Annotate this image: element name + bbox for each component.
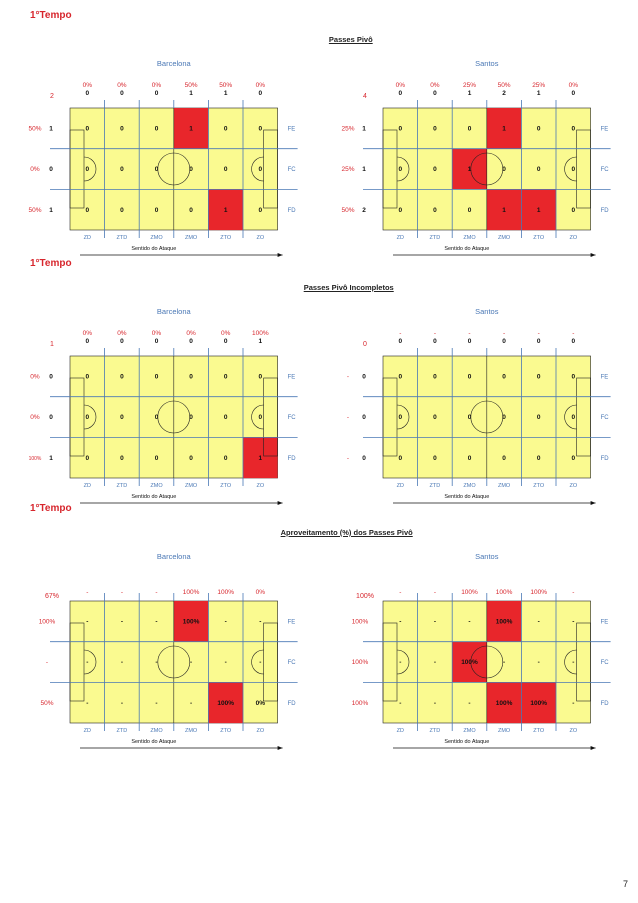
cell-value: 0	[467, 125, 472, 133]
column-value: 0	[223, 338, 228, 345]
cell-value: 0	[189, 454, 193, 462]
row-value: 0	[49, 373, 53, 381]
arrow-head	[278, 253, 283, 257]
column-percent: -	[86, 589, 89, 596]
column-percent: -	[572, 589, 575, 596]
cell-value: 0	[85, 206, 90, 214]
cell-value: 0	[502, 373, 506, 381]
panel-total: 0	[363, 341, 367, 348]
column-percent: 0%	[151, 330, 162, 337]
cell-value: -	[503, 659, 506, 667]
cell-value: 0	[258, 166, 263, 174]
team-name: Barcelona	[156, 552, 191, 561]
cell-value: 0	[571, 454, 576, 462]
column-percent: 0%	[82, 82, 93, 89]
cell-value: -	[224, 618, 227, 626]
cell-value: 0	[398, 373, 403, 381]
cell-value: 0	[571, 166, 576, 174]
cell-value: 0	[258, 373, 263, 381]
row-label: FD	[600, 455, 609, 462]
column-label: ZD	[83, 235, 91, 241]
pitch-svg	[338, 546, 628, 746]
cell-value: -	[537, 618, 540, 626]
column-percent: 100%	[251, 330, 269, 337]
column-percent: -	[503, 330, 506, 337]
column-value: 0	[85, 338, 90, 345]
row-percent: 100%	[28, 455, 42, 462]
cell-value: 100%	[495, 699, 513, 707]
cell-value: -	[86, 618, 89, 626]
cell-value: 1	[223, 206, 228, 214]
column-label: ZO	[256, 483, 265, 489]
column-percent: 0%	[186, 330, 196, 337]
cell-value: 0	[433, 206, 437, 214]
column-percent: 100%	[461, 589, 478, 596]
column-percent: 0%	[568, 82, 579, 89]
row-value: 1	[362, 125, 366, 133]
row-percent: 0%	[30, 414, 40, 422]
cell-value: -	[468, 618, 471, 626]
column-label: ZMO	[150, 728, 163, 734]
row-label: FE	[600, 374, 609, 381]
row-label: FE	[600, 126, 609, 133]
pitch-svg	[25, 53, 315, 253]
cell-value: 100%	[217, 699, 235, 707]
cell-value: 0	[433, 125, 437, 133]
column-label: ZO	[256, 235, 265, 241]
cell-value: 0	[189, 414, 193, 422]
team-name: Barcelona	[156, 307, 191, 316]
column-percent: -	[155, 589, 158, 596]
cell-value: -	[468, 699, 471, 707]
panel-total: 67%	[44, 593, 60, 600]
cell-value: 0	[85, 125, 90, 133]
cell-value: -	[433, 618, 436, 626]
cell-value: 100%	[495, 618, 513, 626]
cell-value: 0	[398, 454, 403, 462]
row-percent: 25%	[341, 125, 355, 133]
cell-value: 0	[571, 206, 576, 214]
column-percent: 0%	[151, 82, 162, 89]
column-label: ZTD	[116, 483, 128, 489]
cell-value: 0	[536, 125, 541, 133]
cell-value: 0	[502, 454, 506, 462]
column-value: 0	[189, 338, 193, 345]
column-label: ZMO	[463, 483, 476, 489]
cell-value: -	[572, 659, 575, 667]
arrow-head	[591, 253, 596, 257]
cell-value: 0	[433, 373, 437, 381]
column-percent: 0%	[430, 82, 440, 89]
column-value: 0	[467, 338, 472, 345]
column-label: ZTO	[220, 728, 232, 734]
page-number: 7	[622, 879, 628, 889]
column-value: 1	[189, 90, 193, 97]
column-label: ZO	[569, 728, 578, 734]
row-label: FC	[287, 660, 296, 667]
column-percent: 25%	[532, 82, 546, 89]
cell-value: 0	[398, 125, 403, 133]
cell-value: 100%	[530, 699, 548, 707]
column-label: ZMO	[497, 728, 511, 734]
cell-value: 0	[536, 414, 541, 422]
cell-value: -	[86, 699, 89, 707]
row-percent: 100%	[351, 618, 369, 626]
cell-value: 0	[502, 166, 506, 174]
cell-value: 0	[467, 373, 472, 381]
column-value: 0	[433, 338, 437, 345]
row-percent: -	[45, 659, 49, 667]
cell-value: 0	[502, 414, 506, 422]
cell-value: 100%	[461, 659, 478, 667]
panel-total: 1	[50, 341, 54, 348]
row-percent: 100%	[38, 618, 56, 626]
section-subtitle: Aproveitamento (%) dos Passes Pivô	[280, 528, 413, 537]
column-label: ZTD	[429, 235, 441, 241]
column-label: ZO	[569, 235, 578, 241]
cell-value: 0%	[255, 699, 266, 707]
row-value: 1	[49, 454, 53, 462]
cell-value: -	[86, 659, 89, 667]
row-label: FD	[600, 207, 609, 214]
column-percent: 0%	[255, 589, 266, 596]
cell-value: 0	[258, 125, 263, 133]
cell-value: 0	[154, 206, 159, 214]
cell-value: 1	[258, 454, 263, 462]
cell-value: 0	[85, 414, 90, 422]
column-value: 0	[258, 90, 263, 97]
column-percent: -	[572, 330, 575, 337]
column-label: ZMO	[497, 483, 511, 489]
row-label: FC	[600, 415, 609, 422]
cell-value: -	[120, 659, 123, 667]
row-label: FC	[600, 167, 609, 174]
column-percent: 0%	[395, 82, 406, 89]
attack-direction-label: Sentido do Ataque	[131, 246, 177, 252]
cell-value: -	[399, 659, 402, 667]
column-label: ZTO	[533, 728, 545, 734]
cell-value: 0	[85, 454, 90, 462]
column-value: 0	[571, 338, 576, 345]
team-name: Santos	[475, 307, 499, 316]
cell-value: -	[572, 618, 575, 626]
row-label: FE	[287, 374, 296, 381]
column-label: ZTO	[533, 235, 545, 241]
cell-value: 0	[467, 454, 472, 462]
column-value: 0	[120, 338, 124, 345]
cell-value: 0	[258, 414, 263, 422]
panel-total: 2	[50, 93, 54, 100]
row-percent: 50%	[28, 125, 42, 133]
team-name: Santos	[475, 552, 499, 561]
row-percent: 50%	[28, 206, 42, 214]
cell-value: 0	[154, 125, 159, 133]
cell-value: 0	[189, 373, 193, 381]
column-label: ZMO	[184, 235, 198, 241]
cell-value: -	[155, 618, 158, 626]
column-label: ZD	[83, 728, 91, 734]
row-value: 1	[362, 166, 366, 174]
column-percent: 50%	[184, 82, 198, 89]
column-percent: -	[468, 330, 471, 337]
column-label: ZTD	[116, 235, 128, 241]
column-value: 0	[433, 90, 437, 97]
column-percent: 0%	[255, 82, 266, 89]
cell-value: 1	[189, 125, 193, 133]
column-percent: 0%	[117, 82, 127, 89]
cell-value: 0	[433, 414, 437, 422]
cell-value: -	[190, 699, 193, 707]
cell-value: 1	[467, 166, 472, 174]
cell-value: 0	[120, 454, 124, 462]
column-percent: -	[537, 330, 540, 337]
cell-value: 0	[433, 454, 437, 462]
column-label: ZMO	[463, 728, 476, 734]
row-value: 1	[49, 125, 53, 133]
row-label: FC	[287, 167, 296, 174]
cell-value: 0	[223, 454, 228, 462]
cell-value: 0	[85, 373, 90, 381]
cell-value: 0	[571, 373, 576, 381]
column-label: ZMO	[184, 728, 198, 734]
column-label: ZMO	[497, 235, 511, 241]
row-value: 0	[362, 454, 366, 462]
column-label: ZO	[569, 483, 578, 489]
cell-value: 0	[189, 206, 193, 214]
column-label: ZTO	[533, 483, 545, 489]
panel-total: 4	[363, 93, 367, 100]
row-label: FD	[287, 207, 296, 214]
column-value: 0	[85, 90, 90, 97]
cell-value: 0	[120, 206, 124, 214]
arrow-head	[278, 501, 283, 505]
column-label: ZD	[83, 483, 91, 489]
row-percent: -	[346, 454, 350, 462]
row-percent: 0%	[30, 373, 40, 381]
row-percent: 50%	[40, 699, 54, 707]
column-percent: 0%	[82, 330, 93, 337]
column-value: 1	[536, 90, 541, 97]
row-label: FD	[600, 700, 609, 707]
section-title: 1°Tempo	[30, 258, 72, 269]
row-percent: 100%	[351, 699, 369, 707]
cell-value: 0	[467, 414, 472, 422]
column-percent: 100%	[182, 589, 200, 596]
cell-value: -	[537, 659, 540, 667]
row-percent: -	[346, 414, 350, 422]
column-percent: 50%	[219, 82, 233, 89]
column-value: 0	[571, 90, 576, 97]
column-value: 2	[502, 90, 506, 97]
column-percent: 25%	[462, 82, 477, 89]
row-value: 0	[362, 414, 366, 422]
section-subtitle: Passes Pivô	[328, 35, 373, 44]
cell-value: -	[399, 618, 402, 626]
column-value: 0	[120, 90, 124, 97]
column-label: ZD	[396, 728, 404, 734]
cell-value: -	[120, 699, 123, 707]
column-percent: 100%	[495, 589, 513, 596]
cell-value: -	[433, 659, 436, 667]
team-name: Barcelona	[156, 59, 191, 68]
column-percent: 100%	[217, 589, 235, 596]
column-label: ZTD	[429, 483, 441, 489]
column-value: 0	[154, 338, 159, 345]
cell-value: 0	[223, 166, 228, 174]
team-name: Santos	[475, 59, 499, 68]
column-label: ZMO	[463, 235, 476, 241]
cell-value: 0	[154, 454, 159, 462]
cell-value: -	[433, 699, 436, 707]
cell-value: 0	[120, 373, 124, 381]
column-value: 0	[536, 338, 541, 345]
cell-value: 0	[154, 166, 159, 174]
cell-value: 0	[258, 206, 263, 214]
cell-value: -	[259, 618, 262, 626]
attack-direction-label: Sentido do Ataque	[444, 246, 490, 252]
row-value: 2	[362, 206, 366, 214]
attack-direction-label: Sentido do Ataque	[131, 739, 177, 745]
pitch-svg	[338, 301, 628, 501]
column-value: 0	[398, 338, 403, 345]
cell-value: 100%	[182, 618, 200, 626]
cell-value: 0	[120, 125, 124, 133]
column-label: ZD	[396, 235, 404, 241]
cell-value: -	[572, 699, 575, 707]
column-label: ZTD	[116, 728, 128, 734]
arrow-head	[591, 501, 596, 505]
column-label: ZD	[396, 483, 404, 489]
row-label: FC	[287, 415, 296, 422]
column-percent: -	[399, 330, 402, 337]
cell-value: 0	[536, 454, 541, 462]
column-label: ZO	[256, 728, 265, 734]
cell-value: -	[155, 659, 158, 667]
arrow-head	[591, 746, 596, 750]
column-value: 1	[258, 338, 263, 345]
cell-value: 0	[120, 166, 124, 174]
cell-value: 0	[189, 166, 193, 174]
panel-total: 100%	[356, 593, 374, 600]
attack-direction-label: Sentido do Ataque	[444, 739, 490, 745]
cell-value: 0	[223, 414, 228, 422]
column-percent: 0%	[117, 330, 127, 337]
arrow-head	[278, 746, 283, 750]
pitch-svg	[25, 301, 315, 501]
column-label: ZTO	[220, 483, 232, 489]
cell-value: 1	[502, 125, 506, 133]
pitch-svg	[338, 53, 628, 253]
column-label: ZTD	[429, 728, 441, 734]
column-percent: -	[120, 589, 123, 596]
column-label: ZMO	[150, 483, 163, 489]
row-label: FD	[287, 455, 296, 462]
pitch-svg	[25, 546, 315, 746]
cell-value: -	[224, 659, 227, 667]
row-label: FE	[600, 619, 609, 626]
cell-value: -	[120, 618, 123, 626]
column-value: 1	[467, 90, 472, 97]
row-label: FE	[287, 619, 296, 626]
cell-value: 0	[398, 414, 403, 422]
column-percent: -	[433, 330, 436, 337]
cell-value: -	[190, 659, 193, 667]
cell-value: 0	[433, 166, 437, 174]
row-value: 0	[49, 166, 53, 174]
row-value: 0	[49, 414, 53, 422]
row-label: FC	[600, 660, 609, 667]
cell-value: 0	[398, 206, 403, 214]
row-label: FD	[287, 700, 296, 707]
cell-value: 0	[223, 373, 228, 381]
column-value: 0	[154, 90, 159, 97]
row-percent: 50%	[341, 206, 355, 214]
cell-value: 0	[571, 125, 576, 133]
row-percent: 0%	[30, 166, 40, 174]
cell-value: 0	[120, 414, 124, 422]
cell-value: 0	[536, 373, 541, 381]
section-subtitle: Passes Pivô Incompletos	[303, 283, 394, 292]
cell-value: 0	[85, 166, 90, 174]
column-value: 1	[223, 90, 228, 97]
column-value: 0	[502, 338, 506, 345]
row-value: 1	[49, 206, 53, 214]
cell-value: 0	[467, 206, 472, 214]
column-label: ZMO	[184, 483, 198, 489]
column-percent: 100%	[530, 589, 548, 596]
column-value: 0	[398, 90, 403, 97]
cell-value: 0	[154, 373, 159, 381]
row-value: 0	[362, 373, 366, 381]
column-label: ZTO	[220, 235, 232, 241]
cell-value: 0	[571, 414, 576, 422]
row-label: FE	[287, 126, 296, 133]
cell-value: 0	[398, 166, 403, 174]
cell-value: 0	[223, 125, 228, 133]
cell-value: -	[259, 659, 262, 667]
cell-value: 1	[502, 206, 506, 214]
section-title: 1°Tempo	[30, 10, 72, 21]
attack-direction-label: Sentido do Ataque	[131, 494, 177, 500]
column-label: ZMO	[150, 235, 163, 241]
column-percent: 0%	[220, 330, 231, 337]
cell-value: 0	[536, 166, 541, 174]
cell-value: -	[399, 699, 402, 707]
cell-value: -	[155, 699, 158, 707]
cell-value: 1	[536, 206, 541, 214]
column-percent: 50%	[497, 82, 511, 89]
row-percent: -	[346, 373, 350, 381]
row-percent: 100%	[351, 659, 369, 667]
column-percent: -	[433, 589, 436, 596]
row-percent: 25%	[341, 166, 355, 174]
cell-value: 0	[154, 414, 159, 422]
column-percent: -	[399, 589, 402, 596]
section-title: 1°Tempo	[30, 503, 72, 514]
attack-direction-label: Sentido do Ataque	[444, 494, 490, 500]
